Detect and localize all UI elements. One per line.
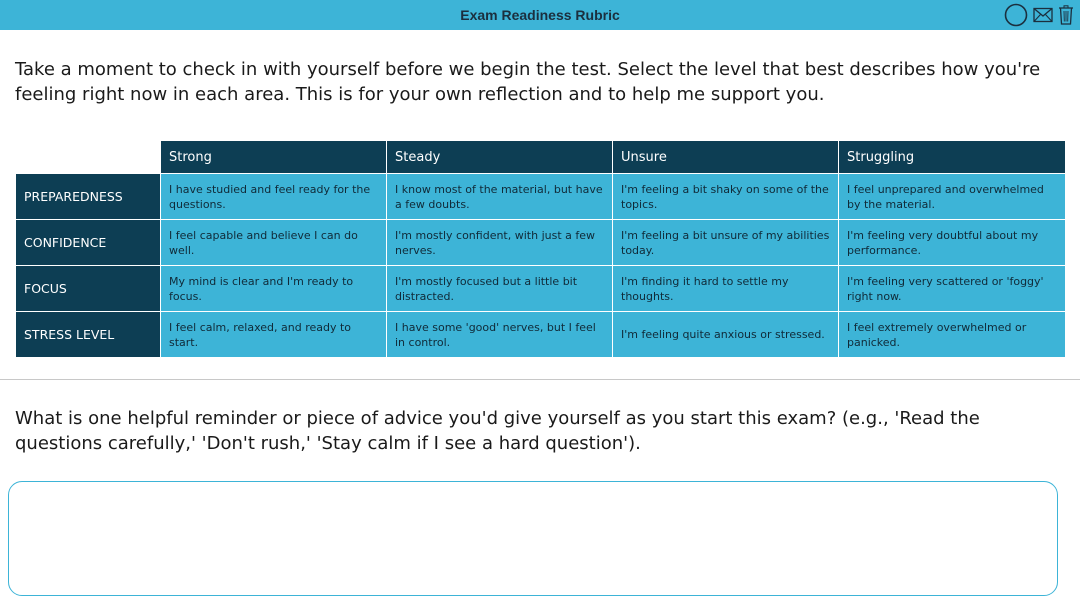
rubric-cell-focus-struggling[interactable]: I'm feeling very scattered or 'foggy' right now. bbox=[839, 266, 1066, 312]
rubric-cell-preparedness-steady[interactable]: I know most of the material, but have a few doubts. bbox=[387, 174, 613, 220]
trash-icon[interactable] bbox=[1058, 5, 1074, 25]
rubric-row-preparedness bbox=[16, 174, 1066, 220]
rubric-cell-confidence-struggling[interactable]: I'm feeling very doubtful about my performance. bbox=[839, 220, 1066, 266]
reflection-answer-input[interactable] bbox=[8, 481, 1058, 596]
circle-icon[interactable] bbox=[1004, 3, 1028, 27]
rubric-cell-preparedness-struggling[interactable]: I feel unprepared and overwhelmed by the material. bbox=[839, 174, 1066, 220]
rubric-corner bbox=[16, 141, 161, 174]
rubric-row-confidence bbox=[16, 220, 1066, 266]
readiness-rubric-table bbox=[15, 140, 1066, 358]
level-header-steady: Steady bbox=[387, 141, 613, 174]
intro-text: Take a moment to check in with yourself before we begin the test. Select the level that best describes how you're feeling right now in each area. This is for your own reflection and to help me support you. bbox=[15, 59, 1041, 105]
window-title: Exam Readiness Rubric bbox=[460, 7, 620, 23]
rubric-cell-stress-strong[interactable]: I feel calm, relaxed, and ready to start. bbox=[161, 312, 387, 358]
level-header-strong: Strong bbox=[161, 141, 387, 174]
rubric-cell-preparedness-unsure[interactable]: I'm feeling a bit shaky on some of the topics. bbox=[613, 174, 839, 220]
rubric-header-row bbox=[16, 141, 1066, 174]
rubric-cell-focus-unsure[interactable]: I'm finding it hard to settle my thoughts. bbox=[613, 266, 839, 312]
criterion-label: FOCUS bbox=[16, 266, 161, 312]
rubric-cell-stress-unsure[interactable]: I'm feeling quite anxious or stressed. bbox=[613, 312, 839, 358]
rubric-cell-stress-struggling[interactable]: I feel extremely overwhelmed or panicked. bbox=[839, 312, 1066, 358]
criterion-label: PREPAREDNESS bbox=[16, 174, 161, 220]
rubric-cell-confidence-steady[interactable]: I'm mostly confident, with just a few nerves. bbox=[387, 220, 613, 266]
level-header-struggling: Struggling bbox=[839, 141, 1066, 174]
rubric-cell-confidence-unsure[interactable]: I'm feeling a bit unsure of my abilities today. bbox=[613, 220, 839, 266]
rubric-cell-stress-steady[interactable]: I have some 'good' nerves, but I feel in control. bbox=[387, 312, 613, 358]
criterion-label: STRESS LEVEL bbox=[16, 312, 161, 358]
mail-icon[interactable] bbox=[1033, 7, 1053, 23]
title-bar-icons bbox=[1004, 5, 1074, 25]
rubric-cell-focus-strong[interactable]: My mind is clear and I'm ready to focus. bbox=[161, 266, 387, 312]
criterion-label: CONFIDENCE bbox=[16, 220, 161, 266]
section-divider bbox=[0, 379, 1080, 380]
rubric-cell-preparedness-strong[interactable]: I have studied and feel ready for the questions. bbox=[161, 174, 387, 220]
reflection-question: What is one helpful reminder or piece of advice you'd give yourself as you start this exam? (e.g., 'Read the questions carefully,' 'Don't rush,' 'Stay calm if I see a hard question'). bbox=[15, 408, 980, 454]
level-header-unsure: Unsure bbox=[613, 141, 839, 174]
rubric-cell-focus-steady[interactable]: I'm mostly focused but a little bit distracted. bbox=[387, 266, 613, 312]
rubric-row-focus bbox=[16, 266, 1066, 312]
title-bar bbox=[0, 0, 1080, 30]
rubric-cell-confidence-strong[interactable]: I feel capable and believe I can do well. bbox=[161, 220, 387, 266]
rubric-row-stress-level bbox=[16, 312, 1066, 358]
